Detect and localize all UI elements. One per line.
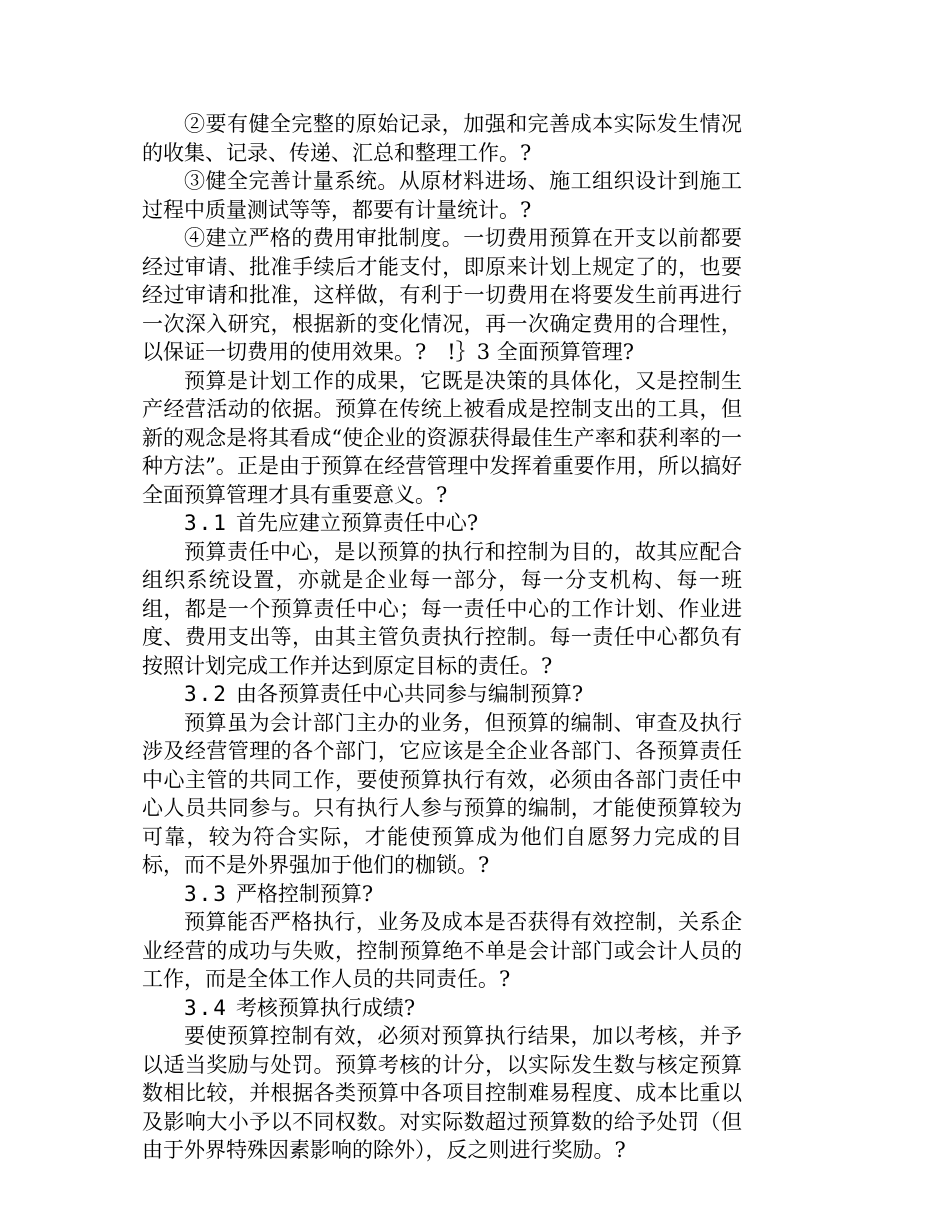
section-number: 3.3 bbox=[184, 881, 228, 906]
document-page bbox=[142, 110, 742, 1165]
section-title: 由各预算责任中心共同参与编制预算? bbox=[235, 682, 584, 706]
section-heading-3-3 bbox=[142, 880, 742, 909]
paragraph-original-records: ②要有健全完整的原始记录，加强和完善成本实际发生情况的收集、记录、传递、汇总和整理工作。? bbox=[142, 112, 742, 165]
paragraph-measurement-system: ③健全完善计量系统。从原材料进场、施工组织设计到施工过程中质量测试等等，都要有计量统计。? bbox=[142, 169, 742, 222]
paragraph-expense-approval: ④建立严格的费用审批制度。一切费用预算在开支以前都要经过审请、批准手续后才能支付，即原来计划上规定了的，也要经过审请和批准，这样做，有利于一切费用在将要发生前再进行一次深入研究，根据新的变化情况，再一次确定费用的合理性，以保证一切费用的使用效果。? !｝3 全面预算管理? bbox=[142, 226, 742, 364]
section-number: 3.4 bbox=[184, 995, 228, 1020]
section-title: 严格控制预算? bbox=[235, 881, 374, 906]
paragraph-budget-intro: 预算是计划工作的成果，它既是决策的具体化，又是控制生产经营活动的依据。预算在传统上被看成是控制支出的工具，但新的观念是将其看成“使企业的资源获得最佳生产率和获利率的一种方法”。正是由于预算在经营管理中发挥着重要作用，所以搞好全面预算管理才具有重要意义。? bbox=[142, 368, 742, 507]
section-body-3-3: 预算能否严格执行，业务及成本是否获得有效控制，关系企业经营的成功与失败，控制预算绝不单是会计部门或会计人员的工作，而是全体工作人员的共同责任。? bbox=[142, 910, 742, 991]
section-number: 3.2 bbox=[184, 682, 228, 706]
section-heading-3-1 bbox=[142, 509, 742, 538]
section-heading-3-4 bbox=[142, 994, 742, 1023]
section-body-3-4: 要使预算控制有效，必须对预算执行结果，加以考核，并予以适当奖励与处罚。预算考核的计分，以实际发生数与核定预算数相比较，并根据各类预算中各项目控制难易程度、成本比重以及影响大小予以不同权数。对实际数超过预算数的给予处罚（但由于外界特殊因素影响的除外），反之则进行奖励。? bbox=[142, 1024, 742, 1162]
section-heading-3-2 bbox=[142, 680, 742, 709]
section-title: 首先应建立预算责任中心? bbox=[235, 511, 479, 535]
section-body-3-2: 预算虽为会计部门主办的业务，但预算的编制、审查及执行涉及经营管理的各个部门，它应该是全企业各部门、各预算责任中心主管的共同工作，要使预算执行有效，必须由各部门责任中心人员共同参与。只有执行人参与预算的编制，才能使预算较为可靠，较为符合实际，才能使预算成为他们自愿努力完成的目标，而不是外界强加于他们的枷锁。? bbox=[142, 710, 742, 877]
section-title: 考核预算执行成绩? bbox=[235, 995, 416, 1020]
section-body-3-1: 预算责任中心，是以预算的执行和控制为目的，故其应配合组织系统设置，亦就是企业每一部分，每一分支机构、每一班组，都是一个预算责任中心；每一责任中心的工作计划、作业进度、费用支出等，由其主管负责执行控制。每一责任中心都负有按照计划完成工作并达到原定目标的责任。? bbox=[142, 539, 742, 678]
section-number: 3.1 bbox=[184, 511, 228, 535]
